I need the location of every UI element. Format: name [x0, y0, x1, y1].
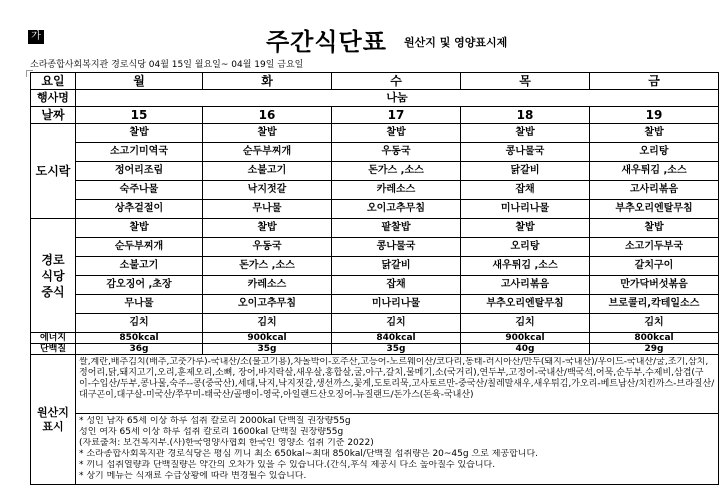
protein-row [31, 344, 719, 355]
lunchbox-dish: 찰밥 [332, 124, 461, 143]
lunchbox-dish: 우동국 [332, 143, 461, 162]
energy-row [31, 333, 719, 344]
cafeteria-row [31, 238, 719, 257]
note-line: (자료출처: 보건복지부.(사)한국영양사협회 한국인 영양소 섭취 기준 2022) [79, 438, 374, 448]
cafeteria-dish: 오이고추무침 [203, 295, 332, 314]
lunchbox-dish: 돈가스 ,소스 [332, 162, 461, 181]
event-label: 행사명 [31, 90, 76, 107]
lunchbox-dish: 카레소스 [332, 181, 461, 200]
lunchbox-dish: 오이고추무침 [332, 200, 461, 219]
cafeteria-dish: 부추오리엔탈무침 [461, 295, 590, 314]
cafeteria-dish: 카레소스 [203, 276, 332, 295]
day-cell: 금 [590, 73, 719, 90]
note-line: * 상기 메뉴는 식재료 수급상황에 따라 변경될수 있습니다. [79, 471, 307, 481]
cafeteria-dish: 고사리볶음 [461, 276, 590, 295]
date-row [31, 107, 719, 124]
lunchbox-dish: 무나물 [203, 200, 332, 219]
cafeteria-dish: 잡채 [332, 276, 461, 295]
nutrition-notes [76, 413, 718, 482]
date-label: 날짜 [31, 107, 76, 124]
cafeteria-dish: 김치 [76, 314, 203, 333]
energy-label: 에너지 [31, 333, 76, 344]
cafeteria-dish: 우동국 [203, 238, 332, 257]
cafeteria-dish: 갈치구이 [590, 257, 719, 276]
cafeteria-dish: 김치 [203, 314, 332, 333]
cafeteria-dish: 닭갈비 [332, 257, 461, 276]
day-label: 요일 [31, 73, 76, 90]
day-cell: 화 [203, 73, 332, 90]
cafeteria-row [31, 257, 719, 276]
protein-cell: 29g [590, 344, 719, 355]
cafeteria-dish: 순두부찌개 [76, 238, 203, 257]
cafeteria-dish: 콩나물국 [332, 238, 461, 257]
protein-cell: 35g [203, 344, 332, 355]
note-line: * 끼니 섭취열량과 단백질량은 약간의 오차가 있을 수 있습니다.(간식,후식 제공시 다소 높아질수 있습니다. [79, 460, 496, 470]
lunchbox-dish: 찰밥 [461, 124, 590, 143]
day-cell: 목 [461, 73, 590, 90]
lunchbox-dish: 찰밥 [203, 124, 332, 143]
note-line: * 성인 남자 65세 이상 하루 섭취 칼로리 2000kal 단백질 권장량55g [79, 416, 351, 426]
lunchbox-dish: 오리탕 [590, 143, 719, 162]
cafeteria-dish: 돈가스 ,소스 [203, 257, 332, 276]
lunchbox-dish: 찰밥 [76, 124, 203, 143]
cafeteria-dish: 찰밥 [461, 219, 590, 238]
period-text: 소라종합사회복지관 경로식당 04월 15일 월요일~ 04월 19일 금요일 [30, 60, 304, 70]
cafeteria-dish: 만가닥버섯볶음 [590, 276, 719, 295]
cafeteria-dish: 팥찰밥 [332, 219, 461, 238]
cafeteria-dish: 찰밥 [590, 219, 719, 238]
cafeteria-dish: 김치 [332, 314, 461, 333]
energy-cell: 900kcal [203, 333, 332, 344]
cafeteria-dish: 감오징어 ,초장 [76, 276, 203, 295]
energy-cell: 850kcal [76, 333, 203, 344]
cafeteria-label: 경로 식당 중식 [31, 219, 76, 333]
cafeteria-dish: 미나리나물 [332, 295, 461, 314]
cafeteria-dish: 소고기두부국 [590, 238, 719, 257]
lunchbox-dish: 고사리볶음 [590, 181, 719, 200]
lunchbox-dish: 숙주나물 [76, 181, 203, 200]
lunchbox-dish: 콩나물국 [461, 143, 590, 162]
protein-cell: 40g [461, 344, 590, 355]
cafeteria-dish: 김치 [461, 314, 590, 333]
energy-cell: 840kcal [332, 333, 461, 344]
origin-cell [76, 355, 719, 485]
cafeteria-dish: 무나물 [76, 295, 203, 314]
cafeteria-dish: 새우튀김 ,소스 [461, 257, 590, 276]
lunchbox-label: 도시락 [31, 124, 76, 219]
cafeteria-dish: 찰밥 [203, 219, 332, 238]
lunchbox-dish: 잡채 [461, 181, 590, 200]
day-cell: 월 [76, 73, 203, 90]
menu-table [30, 72, 719, 485]
origin-label: 원산지 표시 [31, 355, 76, 485]
page-subtitle: 원산지 및 영양표시제 [404, 36, 508, 49]
event-row [31, 90, 719, 107]
note-line: 성인 여자 65세 이상 하루 섭취 칼로리 1600kal 단백질 권장량55g [79, 427, 344, 437]
lunchbox-dish: 소고기미역국 [76, 143, 203, 162]
lunchbox-dish: 미나리나물 [461, 200, 590, 219]
origin-row [31, 355, 719, 485]
date-cell: 17 [332, 107, 461, 124]
cafeteria-dish: 김치 [590, 314, 719, 333]
lunchbox-dish: 찰밥 [590, 124, 719, 143]
date-cell: 15 [76, 107, 203, 124]
cafeteria-dish: 찰밥 [76, 219, 203, 238]
cafeteria-row [31, 295, 719, 314]
protein-cell: 35g [332, 344, 461, 355]
lunchbox-dish: 부추오리엔탈무침 [590, 200, 719, 219]
lunchbox-dish: 새우튀김 ,소스 [590, 162, 719, 181]
lunchbox-dish: 낙지젓갈 [203, 181, 332, 200]
font-badge: 가 [28, 30, 44, 44]
protein-label: 단백질 [31, 344, 76, 355]
lunchbox-row [31, 143, 719, 162]
lunchbox-row [31, 162, 719, 181]
event-cell: 나눔 [76, 90, 719, 107]
lunchbox-dish: 닭갈비 [461, 162, 590, 181]
date-cell: 19 [590, 107, 719, 124]
cafeteria-dish: 오리탕 [461, 238, 590, 257]
energy-cell: 800kcal [590, 333, 719, 344]
date-cell: 18 [461, 107, 590, 124]
lunchbox-row [31, 200, 719, 219]
note-line: * 소라종합사회복지관 경로식당은 평심 끼니 최소 650kal~최대 850kal/단백질 섭취량은 20~45g 으로 제공합니다. [79, 449, 539, 459]
lunchbox-dish: 순두부찌개 [203, 143, 332, 162]
lunchbox-row [31, 181, 719, 200]
cafeteria-row [31, 219, 719, 238]
lunchbox-dish: 정어리조림 [76, 162, 203, 181]
energy-cell: 900kcal [461, 333, 590, 344]
cafeteria-dish: 소불고기 [76, 257, 203, 276]
cafeteria-row [31, 314, 719, 333]
date-cell: 16 [203, 107, 332, 124]
cafeteria-row [31, 276, 719, 295]
lunchbox-dish: 상추겉절이 [76, 200, 203, 219]
day-row [31, 73, 719, 90]
lunchbox-dish: 소불고기 [203, 162, 332, 181]
protein-cell: 36g [76, 344, 203, 355]
page-title: 주간식단표 [266, 27, 387, 56]
day-cell: 수 [332, 73, 461, 90]
lunchbox-row [31, 124, 719, 143]
cafeteria-dish: 브로콜리,칵테일소스 [590, 295, 719, 314]
origin-text: 쌀,계란,배추김치(배추,고춧가루)-국내산/소(불고기용),차돌박이-호주산,고등어-노르웨이산/코다리,동태-러시아산/만두(돼지-국내산)/우이드-국내산/굴,조기,삼치,정어리,닭,돼지고기,오리,훈제오리,소뼈, 장어,바지락살,새우살,홍합살,굴,아구,갈치,물메기,소(국거리),연두부,고정어-국내산/백국석,어묵,순두부,수제비,삼겹(구이-수입산/두부,콩나물,숙주--콩(중국산),세대,낙지,낙지젓갈,생선까스,꽃게,도토리묵,고사토르만-중국산/칠레말새우,새우튀김,가오리-베트남산/치킨까스-브라질산/대구곤이,대구살-미국산/쭈꾸미-태국산/골뱅이-영국,아일랜드산오징어-뉴질랜드/돈가스(돈육-국내산) [79, 357, 715, 400]
